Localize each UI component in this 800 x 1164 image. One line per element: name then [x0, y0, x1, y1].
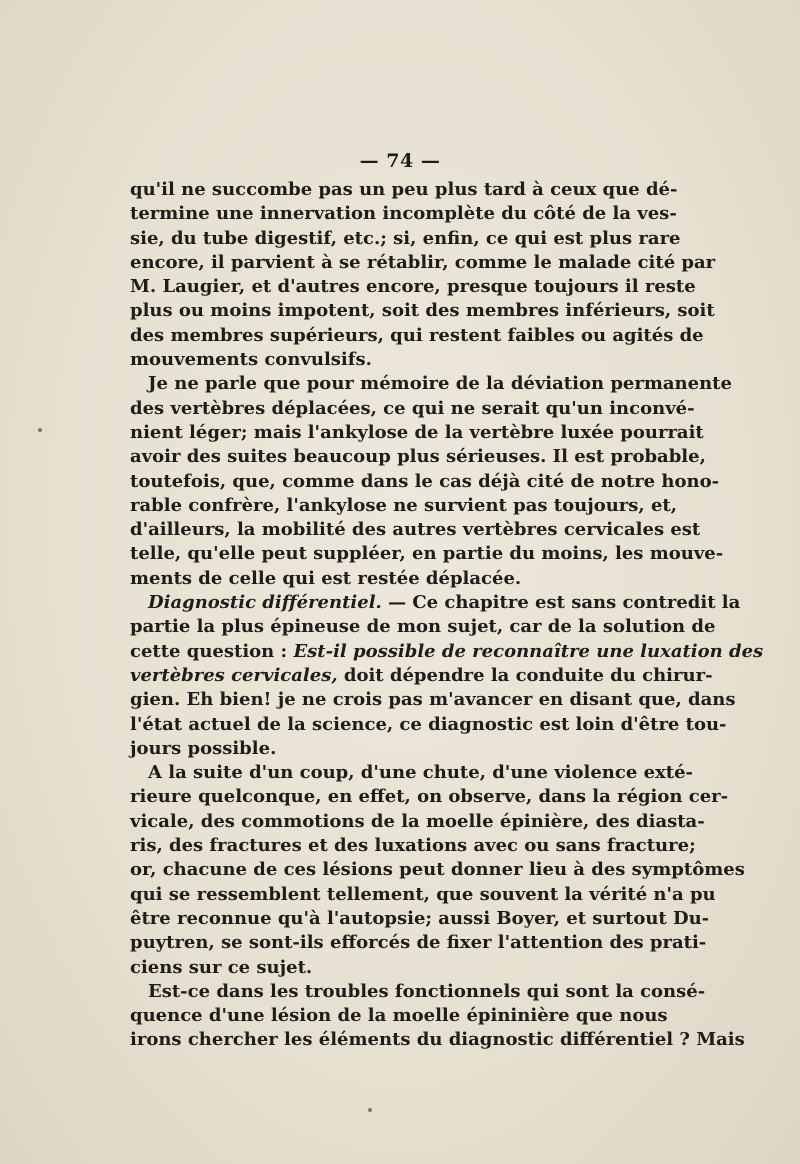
text-segment: encore, il parvient à se rétablir, comme le malade cité par: [130, 251, 716, 273]
text-segment: partie la plus épineuse de mon sujet, car de la solution de: [130, 616, 716, 638]
text-segment: nient léger; mais l'ankylose de la vertèbre luxée pourrait: [130, 421, 704, 443]
text-segment: Est-ce dans les troubles fonctionnels qui sont la consé-: [148, 980, 706, 1002]
text-line: [130, 324, 704, 348]
text-line: [130, 664, 713, 688]
text-line: [130, 931, 707, 955]
text-line: [130, 907, 710, 931]
text-segment: gien. Eh bien! je ne crois pas m'avancer en disant que, dans: [130, 689, 736, 711]
text-line: [130, 713, 727, 737]
text-segment: termine une innervation incomplète du côté de la ves-: [130, 203, 677, 225]
text-line: [130, 858, 745, 882]
text-segment: être reconnue qu'à l'autopsie; aussi Boyer, et surtout Du-: [130, 907, 710, 929]
text-segment: plus ou moins impotent, soit des membres inférieurs, soit: [130, 300, 715, 322]
text-line: [130, 178, 678, 202]
text-segment: doit dépendre la conduite du chirur-: [337, 664, 713, 686]
text-line: [130, 518, 701, 542]
text-line: [130, 227, 681, 251]
text-line: [130, 421, 704, 445]
text-segment: rieure quelconque, en effet, on observe, dans la région cer-: [130, 786, 729, 808]
text-line: [130, 275, 696, 299]
text-line: [130, 737, 635, 761]
text-segment: des vertèbres déplacées, ce qui ne serait qu'un inconvé-: [130, 397, 695, 419]
text-line: [130, 299, 715, 323]
text-line: [130, 470, 720, 494]
italic-text: Diagnostic différentiel.: [148, 592, 382, 614]
text-segment: telle, qu'elle peut suppléer, en partie du moins, les mouve-: [130, 543, 724, 565]
text-line: [130, 785, 729, 809]
text-line: [130, 397, 695, 421]
text-line: [130, 1004, 668, 1028]
text-line: [130, 494, 677, 518]
text-segment: quence d'une lésion de la moelle épininière que nous: [130, 1005, 668, 1027]
text-segment: qu'il ne succombe pas un peu plus tard à ceux que dé-: [130, 179, 678, 200]
text-segment: l'état actuel de la science, ce diagnostic est loin d'être tou-: [130, 713, 727, 735]
text-segment: Je ne parle que pour mémoire de la déviation permanente: [148, 373, 732, 395]
text-segment: or, chacune de ces lésions peut donner lieu à des symptômes: [130, 859, 745, 881]
text-segment: irons chercher les éléments du diagnostic différentiel ? Mais: [130, 1029, 745, 1051]
text-line: [130, 834, 696, 858]
text-segment: jours possible.: [130, 737, 277, 759]
text-segment: avoir des suites beaucoup plus sérieuses. Il est probable,: [130, 446, 706, 468]
text-line: [130, 640, 764, 664]
paper-speck: [368, 1108, 372, 1112]
text-segment: ciens sur ce sujet.: [130, 956, 313, 978]
text-segment: des membres supérieurs, qui restent faibles ou agités de: [130, 324, 704, 346]
text-line: [130, 251, 716, 275]
text-segment: vicale, des commotions de la moelle épinière, des diasta-: [130, 810, 705, 832]
body-text: [130, 178, 764, 1053]
text-line: [130, 591, 741, 615]
text-segment: cette question :: [130, 640, 294, 662]
text-segment: qui se ressemblent tellement, que souvent la vérité n'a pu: [130, 883, 716, 905]
text-line: [130, 372, 732, 396]
text-line: [130, 688, 736, 712]
text-line: [130, 615, 716, 639]
italic-text: vertèbres cervicales,: [130, 664, 338, 686]
text-line: [130, 445, 706, 469]
text-segment: d'ailleurs, la mobilité des autres vertèbres cervicales est: [130, 519, 701, 541]
text-line: [130, 202, 677, 226]
text-line: [130, 567, 635, 591]
paper-speck: [38, 428, 42, 432]
text-line: [130, 761, 693, 785]
text-segment: ris, des fractures et des luxations avec ou sans fracture;: [130, 835, 696, 857]
text-line: [130, 883, 716, 907]
text-segment: mouvements convulsifs.: [130, 349, 372, 371]
italic-text: Est-il possible de reconnaître une luxation des: [293, 640, 764, 662]
text-line: [130, 1028, 745, 1052]
text-segment: rable confrère, l'ankylose ne survient pas toujours, et,: [130, 494, 677, 516]
text-line: [130, 542, 724, 566]
text-line: [130, 348, 635, 372]
text-segment: sie, du tube digestif, etc.; si, enfin, ce qui est plus rare: [130, 227, 681, 249]
text-segment: A la suite d'un coup, d'une chute, d'une violence exté-: [148, 762, 693, 784]
text-segment: ments de celle qui est restée déplacée.: [130, 567, 522, 589]
text-line: [130, 810, 705, 834]
page-number: — 74 —: [359, 150, 441, 172]
text-segment: toutefois, que, comme dans le cas déjà cité de notre hono-: [130, 470, 720, 492]
text-segment: — Ce chapitre est sans contredit la: [381, 592, 741, 614]
text-segment: puytren, se sont-ils efforcés de fixer l'attention des prati-: [130, 932, 707, 954]
text-segment: M. Laugier, et d'autres encore, presque toujours il reste: [130, 276, 696, 298]
text-line: [130, 980, 706, 1004]
text-line: [130, 956, 635, 980]
